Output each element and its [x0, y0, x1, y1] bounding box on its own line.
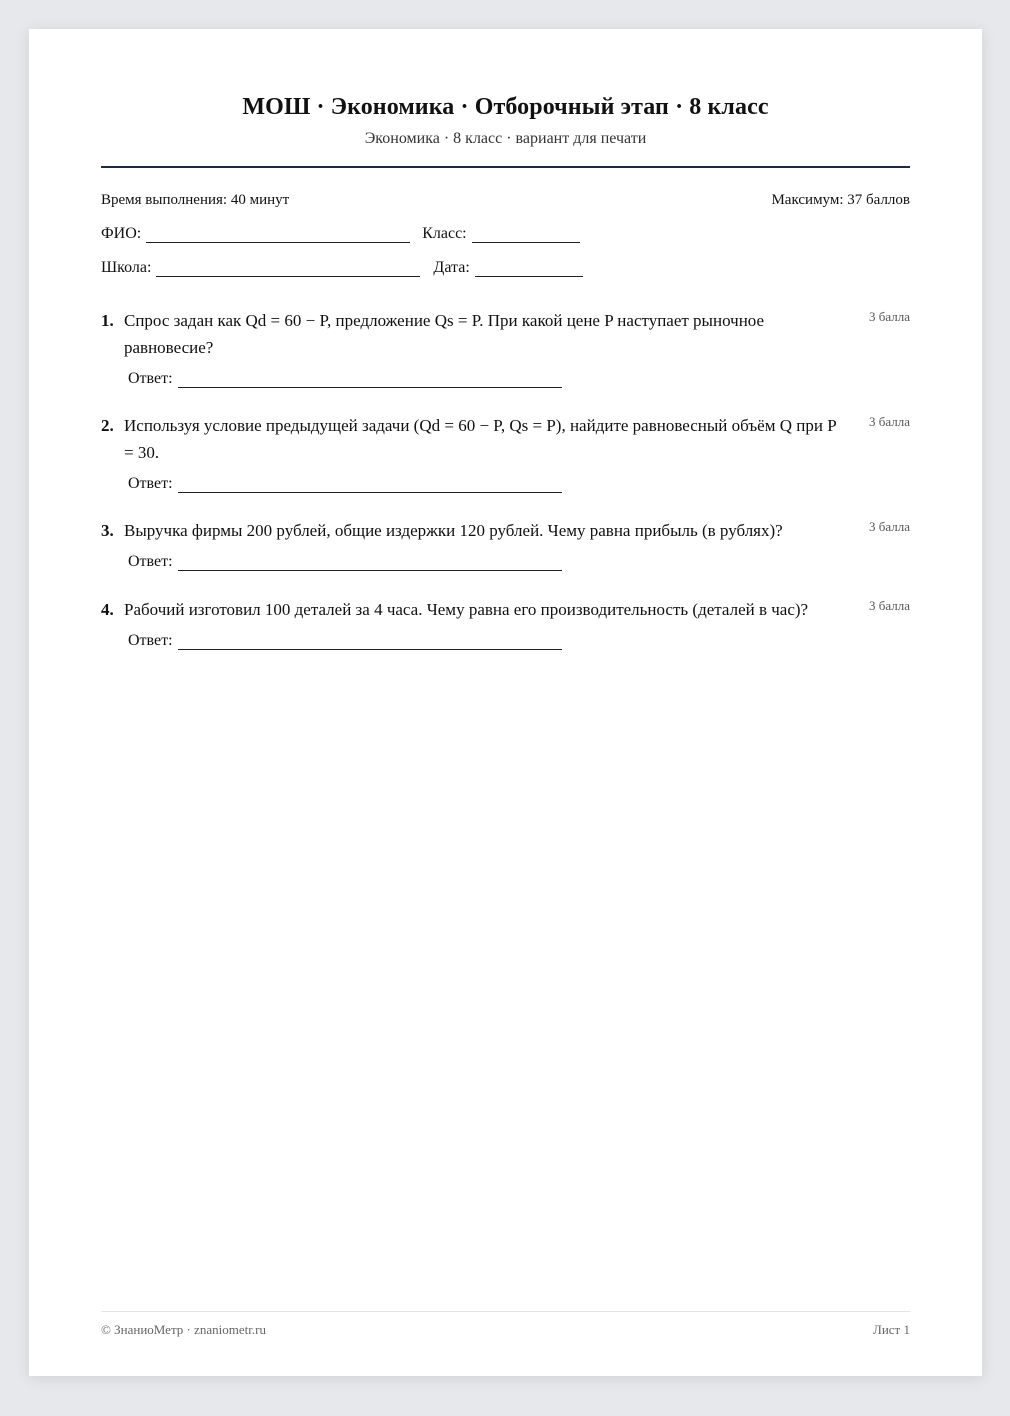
- page-footer: [101, 1322, 910, 1338]
- question-text: Выручка фирмы 200 рублей, общие издержки 120 рублей. Чему равна прибыль (в рублях)?: [124, 521, 783, 540]
- question-2: [101, 412, 910, 493]
- answer-blank[interactable]: [178, 476, 562, 493]
- answer-label: Ответ:: [128, 553, 173, 570]
- footer-divider: [101, 1311, 910, 1312]
- answer-blank[interactable]: [178, 371, 562, 388]
- page-number: Лист 1: [873, 1322, 910, 1337]
- page-title: МОШ · Экономика · Отборочный этап · 8 класс: [242, 94, 769, 120]
- question-4: [101, 596, 910, 650]
- name-blank[interactable]: [146, 226, 410, 243]
- answer-row: [128, 370, 910, 388]
- question-text: Используя условие предыдущей задачи (Qd = 60 − P, Qs = P), найдите равновесный объём Q при P = 30.: [124, 416, 837, 462]
- answer-row: [128, 632, 910, 650]
- student-fields-row-2: [101, 259, 910, 277]
- answer-label: Ответ:: [128, 632, 173, 649]
- date-label: Дата:: [433, 259, 470, 276]
- question-text: Спрос задан как Qd = 60 − P, предложение Qs = P. При какой цене P наступает рыночное равновесие?: [124, 311, 765, 357]
- print-sheet: [29, 29, 982, 1376]
- answer-row: [128, 553, 910, 571]
- question-number: 4.: [101, 600, 114, 619]
- question-1: [101, 307, 910, 388]
- page-subtitle: Экономика · 8 класс · вариант для печати: [364, 130, 647, 147]
- exam-meta: [101, 192, 910, 209]
- class-blank[interactable]: [472, 226, 580, 243]
- footer-copyright: © ЗнаниоМетр · znaniometr.ru: [101, 1322, 266, 1337]
- answer-blank[interactable]: [178, 554, 562, 571]
- date-blank[interactable]: [475, 260, 583, 277]
- question-number: 3.: [101, 521, 114, 540]
- time-limit: Время выполнения: 40 минут: [101, 192, 290, 208]
- question-header: [101, 307, 910, 361]
- name-label: ФИО:: [101, 225, 142, 242]
- student-fields-row-1: [101, 225, 910, 243]
- question-number: 2.: [101, 416, 114, 435]
- school-blank[interactable]: [156, 260, 420, 277]
- question-text: Рабочий изготовил 100 деталей за 4 часа. Чему равна его производительность (деталей в час)?: [124, 600, 809, 619]
- question-header: [101, 596, 910, 623]
- question-points: 3 балла: [869, 414, 910, 429]
- answer-row: [128, 475, 910, 493]
- answer-label: Ответ:: [128, 475, 173, 492]
- question-points: 3 балла: [869, 598, 910, 613]
- header-divider: [101, 166, 910, 168]
- question-header: [101, 517, 910, 544]
- answer-label: Ответ:: [128, 370, 173, 387]
- question-points: 3 балла: [869, 309, 910, 324]
- question-header: [101, 412, 910, 466]
- sheet-content: [101, 29, 910, 1376]
- question-3: [101, 517, 910, 571]
- answer-blank[interactable]: [178, 633, 562, 650]
- class-label: Класс:: [422, 225, 467, 242]
- max-score: Максимум: 37 баллов: [771, 192, 910, 208]
- school-label: Школа:: [101, 259, 152, 276]
- question-number: 1.: [101, 311, 114, 330]
- question-points: 3 балла: [869, 519, 910, 534]
